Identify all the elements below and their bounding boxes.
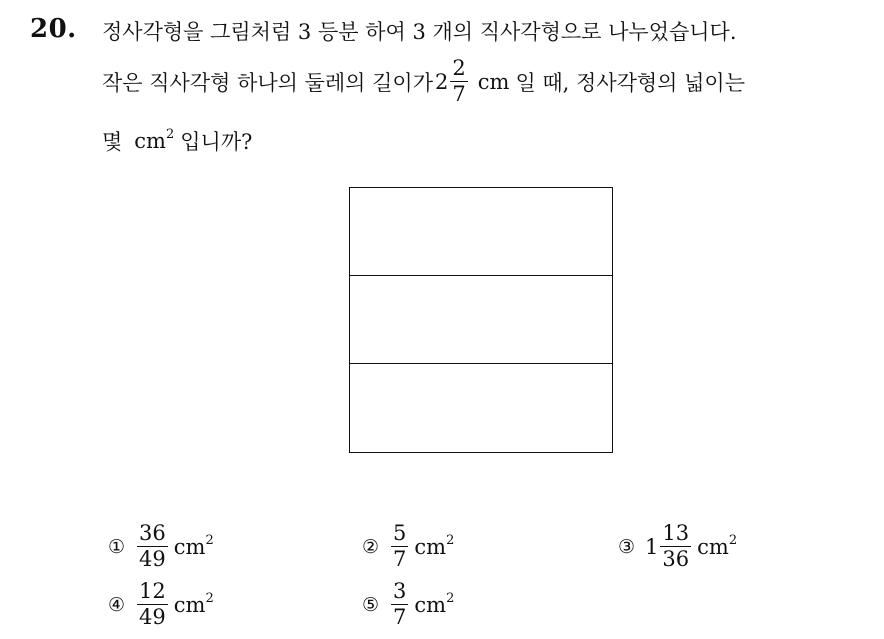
question-line-1: [102, 16, 737, 46]
perimeter-fraction: [450, 58, 467, 105]
choice-unit-text: cm: [414, 534, 447, 559]
choice-mark: ④: [108, 593, 126, 616]
choice-unit-text: cm: [173, 592, 206, 617]
choice-4[interactable]: [108, 581, 220, 628]
question-text-2a: 작은 직사각형 하나의 둘레의 길이가: [102, 70, 433, 95]
choice-unit-text: cm: [173, 534, 206, 559]
question-text-2b: 일 때, 정사각형의 넓이는: [515, 70, 745, 95]
question-line-2: [102, 58, 745, 105]
rectangle-part-1: [350, 188, 612, 276]
choice-denominator: 49: [139, 547, 166, 571]
choice-mark: ③: [618, 535, 636, 558]
question-text-1: 정사각형을 그림처럼 3 등분 하여 3 개의 직사각형으로 나누었습니다.: [102, 20, 737, 44]
choice-whole: 1: [645, 534, 659, 559]
choice-unit-exponent: 2: [446, 532, 455, 548]
choice-denominator: 49: [139, 605, 166, 629]
choice-unit-text: cm: [697, 534, 729, 559]
choice-denominator: 7: [393, 605, 407, 629]
choice-unit: [414, 532, 455, 559]
choice-fraction: [391, 523, 408, 570]
choice-unit-exponent: 2: [205, 590, 214, 606]
perimeter-denominator: 7: [452, 82, 466, 106]
choice-unit: [414, 590, 455, 617]
choice-numerator: 5: [393, 521, 407, 545]
choice-numerator: 13: [662, 521, 690, 545]
rectangle-part-3: [350, 364, 612, 452]
choice-3[interactable]: [618, 523, 743, 570]
choice-unit-exponent: 2: [446, 590, 455, 606]
choice-1[interactable]: [108, 523, 220, 570]
choice-unit-text: cm: [414, 592, 447, 617]
choice-numerator: 3: [393, 579, 407, 603]
choice-5[interactable]: [362, 581, 460, 628]
choice-fraction: [660, 523, 691, 570]
question-text-3b: 입니까?: [180, 130, 253, 154]
choice-numerator: 36: [139, 521, 166, 545]
choice-fraction: [391, 581, 408, 628]
choice-fraction: [137, 523, 168, 570]
perimeter-numerator: 2: [452, 56, 466, 80]
perimeter-value: [435, 58, 470, 105]
perimeter-whole: 2: [435, 69, 449, 94]
choice-mark: ⑤: [362, 593, 380, 616]
choice-mark: ①: [108, 535, 126, 558]
area-unit-exponent: 2: [165, 127, 175, 142]
question-text-3a: 몇: [102, 130, 123, 154]
area-unit: [134, 129, 174, 153]
choice-denominator: 7: [393, 547, 407, 571]
rectangle-part-2: [350, 276, 612, 364]
choice-unit-exponent: 2: [205, 532, 214, 548]
question-number: 20.: [30, 14, 77, 44]
choice-unit: [173, 590, 214, 617]
area-unit-text: cm: [134, 129, 166, 153]
choice-unit: [173, 532, 214, 559]
choice-unit-exponent: 2: [728, 532, 738, 548]
choice-mark: ②: [362, 535, 380, 558]
choice-numerator: 12: [139, 579, 166, 603]
choice-2[interactable]: [362, 523, 460, 570]
choice-unit: [697, 532, 738, 559]
square-figure: [349, 187, 613, 453]
question-line-3: [102, 126, 252, 156]
perimeter-unit: cm: [477, 69, 510, 94]
choice-fraction: [137, 581, 168, 628]
choice-denominator: 36: [662, 547, 690, 571]
